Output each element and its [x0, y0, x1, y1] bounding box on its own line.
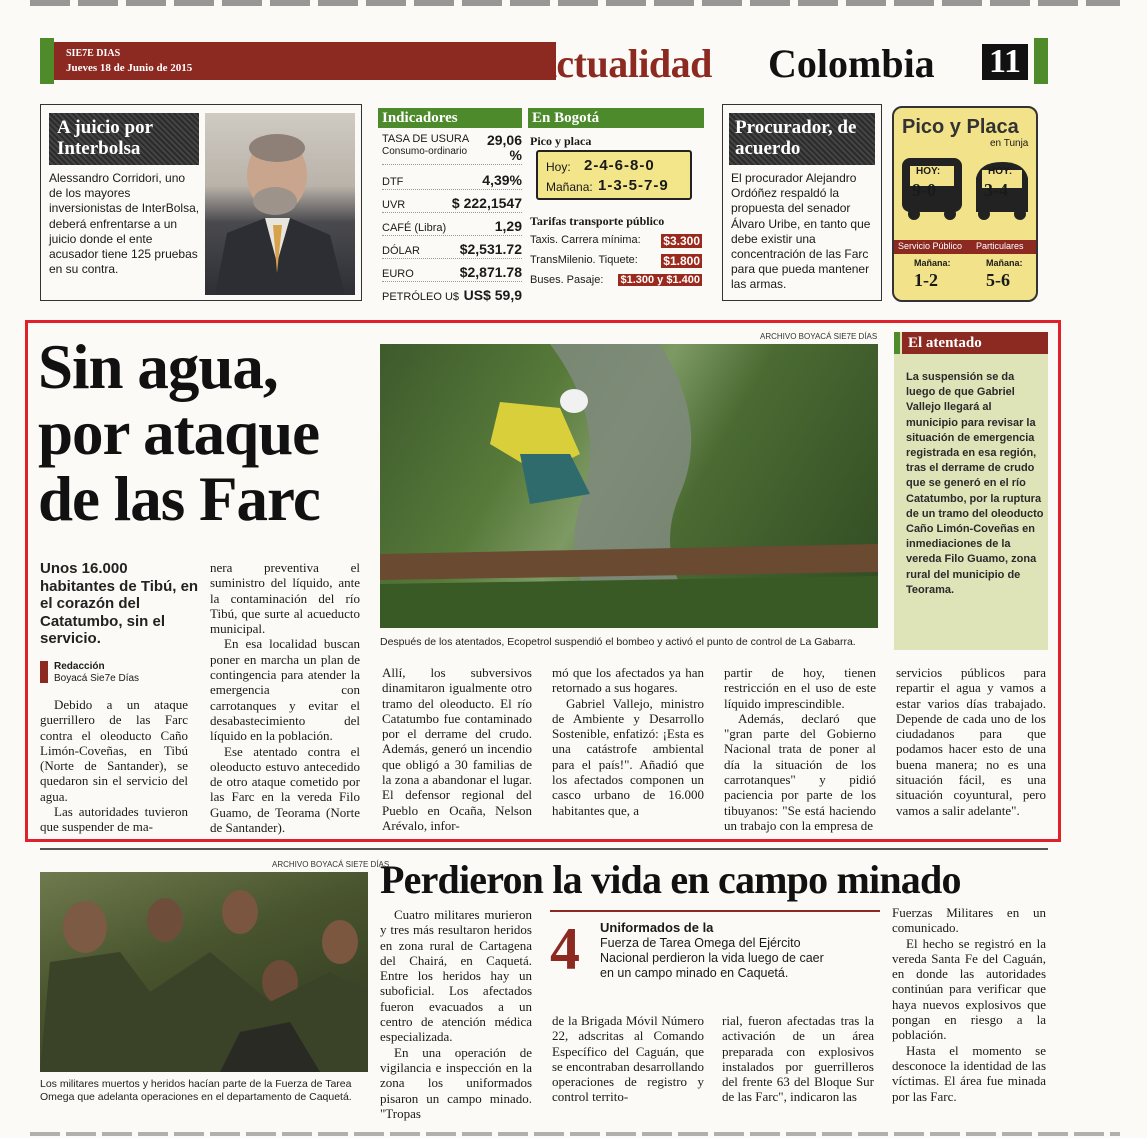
main-col1: [40, 697, 188, 835]
pico-hoy-label: Hoy:: [546, 160, 571, 174]
tarifa-value: $3.300: [663, 234, 700, 248]
byline-bar: [40, 661, 48, 683]
second-col2-p1: de la Brigada Móvil Número 22, adscritas al Comando Específico del Caguán, que se encontraban desarrollando operaciones de registro y control territo-: [552, 1013, 704, 1105]
main-headline-line3: de las Farc: [38, 464, 320, 534]
main-col5-p1: partir de hoy, tienen restricción en el uso de este líquido imprescindible.: [724, 665, 876, 711]
brief-procurador: [722, 104, 882, 301]
main-col4-p1: mó que los afectados ya han retornado a sus hogares.: [552, 665, 704, 696]
main-headline-line2: por ataque: [38, 398, 320, 468]
callout-title: Uniformados de la: [600, 920, 714, 935]
tunja-cat1: Servicio Público: [898, 241, 963, 251]
main-subtitle: Unos 16.000 habitantes de Tibú, en el corazón del Catatumbo, sin el servicio.: [40, 560, 199, 647]
tunja-hoy2-value: 3-4: [984, 180, 1008, 200]
indicator-label: DÓLAR: [382, 245, 420, 257]
main-photo: [380, 344, 878, 628]
second-col1-p2: En una operación de vigilancia e inspección en la zona los uniformados pisaron un campo minado. "Tropas: [380, 1044, 532, 1121]
main-col1-p2: Las autoridades tuvieron que suspender de ma-: [40, 804, 188, 835]
indicator-label: UVR: [382, 199, 406, 211]
main-col2-p3: Ese atentado contra el oleoducto estuvo antecedido de otro ataque cometido por las Farc en la vereda Filo Guamo, de Teorama (Norte de Santander).: [210, 743, 360, 836]
tarifa-label: Buses. Pasaje:: [530, 274, 604, 286]
callout-number: 4: [550, 916, 580, 982]
masthead-left-stripe: [40, 38, 54, 84]
tunja-cat2: Particulares: [976, 241, 1024, 251]
sidebar-box: [894, 332, 1048, 650]
tarifa-label: Taxis. Carrera mínima:: [530, 234, 641, 246]
tunja-man1-label: Mañana:: [914, 258, 951, 268]
indicator-row: [382, 132, 522, 165]
main-headline: [38, 334, 368, 532]
tarifas-list: [530, 234, 702, 286]
pico-label: Pico y placa: [530, 134, 592, 148]
brief-interbolsa: [40, 104, 362, 301]
tarifa-row: [530, 274, 702, 286]
indicator-row: [382, 240, 522, 259]
photo-credit-main: ARCHIVO BOYACÁ SIE7E DÍAS: [760, 332, 878, 341]
pico-manana-label: Mañana:: [546, 180, 593, 194]
indicator-row: [382, 286, 522, 304]
second-col1: [380, 907, 532, 1121]
top-rule: [30, 0, 1120, 6]
indicator-label: PETRÓLEO U$: [382, 291, 460, 303]
second-col4-p2: El hecho se registró en la vereda Santa Fe del Caguán, en donde las autoridades continúan para verificar que haya nuevos explosivos que pongan en riesgo a la población.: [892, 935, 1046, 1043]
main-col6: [896, 665, 1046, 818]
bottom-rule: [30, 1132, 1120, 1136]
main-col2-p2: En esa localidad buscan poner en marcha un plan de contingencia para atender la emergencia con carrotanques y evitar el desabastecimiento del líquido en la población.: [210, 636, 360, 744]
brief2-title: Procurador, de acuerdo: [735, 117, 857, 159]
indicator-value: $2,531.72: [459, 241, 522, 257]
indicator-value: 29,06 %: [486, 132, 522, 163]
corridori-photo: [205, 113, 355, 295]
indicators-panel: [378, 108, 522, 303]
second-col4: [892, 905, 1046, 1104]
masthead-right-stripe: [1034, 38, 1048, 84]
main-col4: [552, 665, 704, 818]
main-headline-line1: Sin agua,: [38, 332, 278, 402]
tunja-hoy2-label: HOY:: [988, 166, 1013, 177]
issue-date: Jueves 18 de Junio de 2015: [66, 62, 193, 74]
callout-text: Fuerza de Tarea Omega del Ejército Nacional perdieron la vida luego de caer en un campo minado en Caquetá.: [600, 936, 824, 980]
indicator-label-text: TASA DE USURA: [382, 133, 470, 145]
tunja-subtitle: en Tunja: [990, 138, 1029, 149]
tarifas-title: Tarifas transporte público: [530, 214, 665, 228]
bogota-title: En Bogotá: [528, 108, 704, 128]
second-col3-p1: rial, fueron afectadas tras la activación de un área preparada con explosivos instalados por guerrilleros del frente 63 del Bloque Sur de las Farc", indicaron las: [722, 1013, 874, 1105]
soldiers-photo-caption: Los militares muertos y heridos hacían parte de la Fuerza de Tarea Omega que adelanta operaciones en el departamento de Caquetá.: [40, 1078, 352, 1103]
indicator-label: DTF: [382, 176, 404, 188]
indicator-value: $ 222,1547: [451, 195, 522, 211]
indicator-value: $2,871.78: [459, 264, 522, 280]
indicator-label: [382, 133, 469, 157]
byline: [40, 661, 200, 685]
page-number: 11: [982, 44, 1028, 80]
tunja-hoy1-value: 9-0: [912, 180, 936, 200]
tunja-man2-value: 5-6: [986, 270, 1010, 290]
paper-name: SIE7E DIAS: [66, 48, 121, 59]
tarifa-value: $1.300 y $1.400: [620, 274, 700, 286]
indicators-rows: [382, 132, 522, 304]
main-col5-p2: Además, declaró que "gran parte del Gobierno Nacional trata de poner al día la situación de los carrotanques" y pidió paciencia por parte de los tibuyanos: "Se está haciendo un trabajo con la empresa de: [724, 710, 876, 833]
main-col2-p1: nera preventiva el suministro del líquido, ante la contaminación del río Tibú, que surte al acueducto municipal.: [210, 560, 360, 637]
masthead: [40, 38, 1048, 84]
indicator-row: [382, 194, 522, 213]
tarifa-value: $1.800: [663, 254, 700, 268]
indicators-title: Indicadores: [378, 108, 522, 128]
main-col1-p1: Debido a un ataque guerrillero de las Farc contra el oleoducto Caño Limón-Coveñas, en Tibú (Norte de Santander), se quedaron sin el servicio del agua.: [40, 697, 188, 804]
subsection-title: Colombia: [768, 41, 935, 86]
soldiers-photo: [40, 872, 368, 1072]
second-col1-p1: Cuatro militares murieron y tres más resultaron heridos en zona rural de Cartagena del Chairá, en Caquetá. Entre los heridos hay un suboficial. Los afectados fueron evacuados a un centro de atención médica especializada.: [380, 907, 532, 1045]
main-col3: [382, 665, 532, 833]
brief-title: A juicio por Interbolsa: [57, 117, 153, 159]
photo-credit-second: ARCHIVO BOYACÁ SIE7E DÍAS: [272, 860, 390, 869]
pico-manana-value: 1-3-5-7-9: [598, 177, 669, 194]
section-divider: [40, 848, 1048, 850]
second-col3: [722, 1013, 874, 1105]
second-headline: Perdieron la vida en campo minado: [380, 857, 961, 902]
tarifa-row: [530, 234, 702, 248]
tunja-man2-label: Mañana:: [986, 258, 1023, 268]
brief-text: Alessandro Corridori, uno de los mayores inversionistas de InterBolsa, deberá enfrentarse a un juicio donde el ente acusador tiene 125 pruebas en su contra.: [49, 171, 200, 277]
main-col3-p1: Allí, los subversivos dinamitaron igualmente otro tramo del oleoducto. El río Catatumbo fue contaminado por el derrame del crudo. Además, generó un incendio que obligó a 30 familias de la zona a abandonar el lugar. El defensor regional del Pueblo en Ocaña, Nelson Arévalo, infor-: [382, 665, 532, 833]
main-col2: [210, 560, 360, 835]
sidebar-stripe: [894, 332, 900, 354]
indicator-row: [382, 171, 522, 190]
bogota-panel: [528, 108, 704, 293]
indicator-label: EURO: [382, 268, 414, 280]
main-col5: [724, 665, 876, 833]
indicator-label: CAFÉ (Libra): [382, 222, 447, 234]
main-col4-p2: Gabriel Vallejo, ministro de Ambiente y Desarrollo Sostenible, enfatizó: ¡Esta es una catástrofe ambiental para el país!". Añadió que los afectados componen un casco urbano de 16.000 habitantes que, a: [552, 695, 704, 818]
callout-rule: [550, 910, 880, 912]
indicator-value: 4,39%: [482, 172, 522, 188]
sidebar-text: La suspensión se da luego de que Gabriel Vallejo llegará al municipio para revisar la situación de emergencia registrada en esa región, tras el derrame de crudo que se generó en el río Catatumbo, por la ruptura de un tramo del oleoducto Caño Limón-Coveñas en inmediaciones de la vereda Filo Guamo, zona rural del municipio de Teorama.: [906, 371, 1044, 596]
tarifa-label: TransMilenio. Tiquete:: [530, 254, 638, 266]
indicator-row: [382, 217, 522, 236]
indicator-value: 1,29: [494, 218, 522, 234]
byline-org: Boyacá Sie7e Días: [54, 673, 140, 684]
sidebar-title: El atentado: [902, 332, 1048, 354]
main-col6-p1: servicios públicos para repartir el agua y vamos a estar varios días trabajado. Depende de cada uno de los ciudadanos para que podamos hacer esto de una buena manera; no es una situación fácil, es una situación coyuntural, pero vamos a salir adelante".: [896, 665, 1046, 818]
second-col4-p3: Hasta el momento se desconoce la identidad de las víctimas. El área fue minada por las Farc.: [892, 1042, 1046, 1104]
callout: [550, 910, 880, 992]
tarifa-row: [530, 254, 702, 268]
section-title: Actualidad: [528, 41, 712, 86]
indicator-sublabel: Consumo-ordinario: [382, 146, 468, 157]
byline-name: Redacción: [54, 661, 105, 672]
tunja-panel: [892, 106, 1038, 302]
tunja-hoy1-label: HOY:: [916, 166, 941, 177]
tunja-man1-value: 1-2: [914, 270, 938, 290]
tunja-title: Pico y Placa: [902, 116, 1019, 138]
pico-plate: [536, 150, 692, 200]
indicator-row: [382, 263, 522, 282]
main-photo-caption: Después de los atentados, Ecopetrol suspendió el bombeo y activó el punto de control de La Gabarra.: [380, 636, 856, 648]
masthead-bar: [54, 42, 556, 80]
second-col4-p1: Fuerzas Militares en un comunicado.: [892, 905, 1046, 936]
brief2-text: El procurador Alejandro Ordóñez respaldó la propuesta del senador Álvaro Uribe, en tanto que debe existir una concentración de las Farc para que pueda mantener las armas.: [731, 171, 871, 292]
indicator-value: US$ 59,9: [463, 287, 522, 303]
pico-hoy-value: 2-4-6-8-0: [584, 157, 655, 174]
second-col2: [552, 1013, 704, 1105]
